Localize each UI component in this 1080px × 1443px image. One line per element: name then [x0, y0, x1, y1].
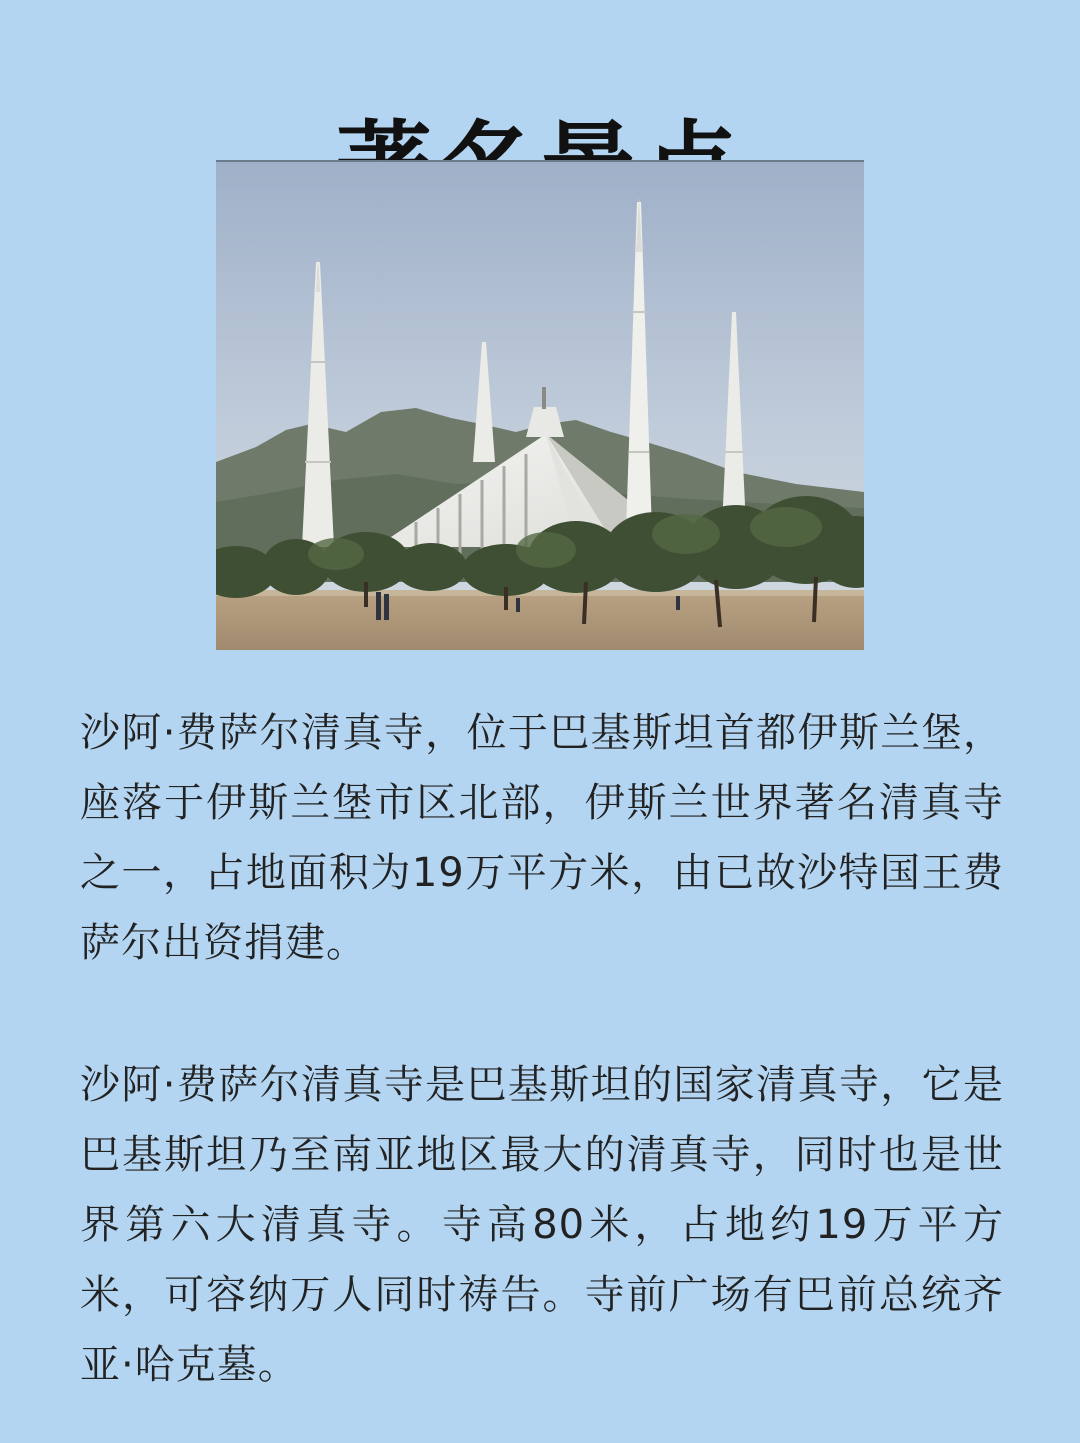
mosque-photo — [216, 160, 864, 650]
paragraph-intro: 沙阿·费萨尔清真寺，位于巴基斯坦首都伊斯兰堡，座落于伊斯兰堡市区北部，伊斯兰世界著名清真寺之一，占地面积为19万平方米，由已故沙特国王费萨尔出资捐建。 — [80, 710, 1004, 966]
paragraph-details: 沙阿·费萨尔清真寺是巴基斯坦的国家清真寺，它是巴基斯坦乃至南亚地区最大的清真寺，同时也是世界第六大清真寺。寺高80米，占地约19万平方米，可容纳万人同时祷告。寺前广场有巴前总统齐亚·哈克墓。 — [80, 1062, 1004, 1388]
